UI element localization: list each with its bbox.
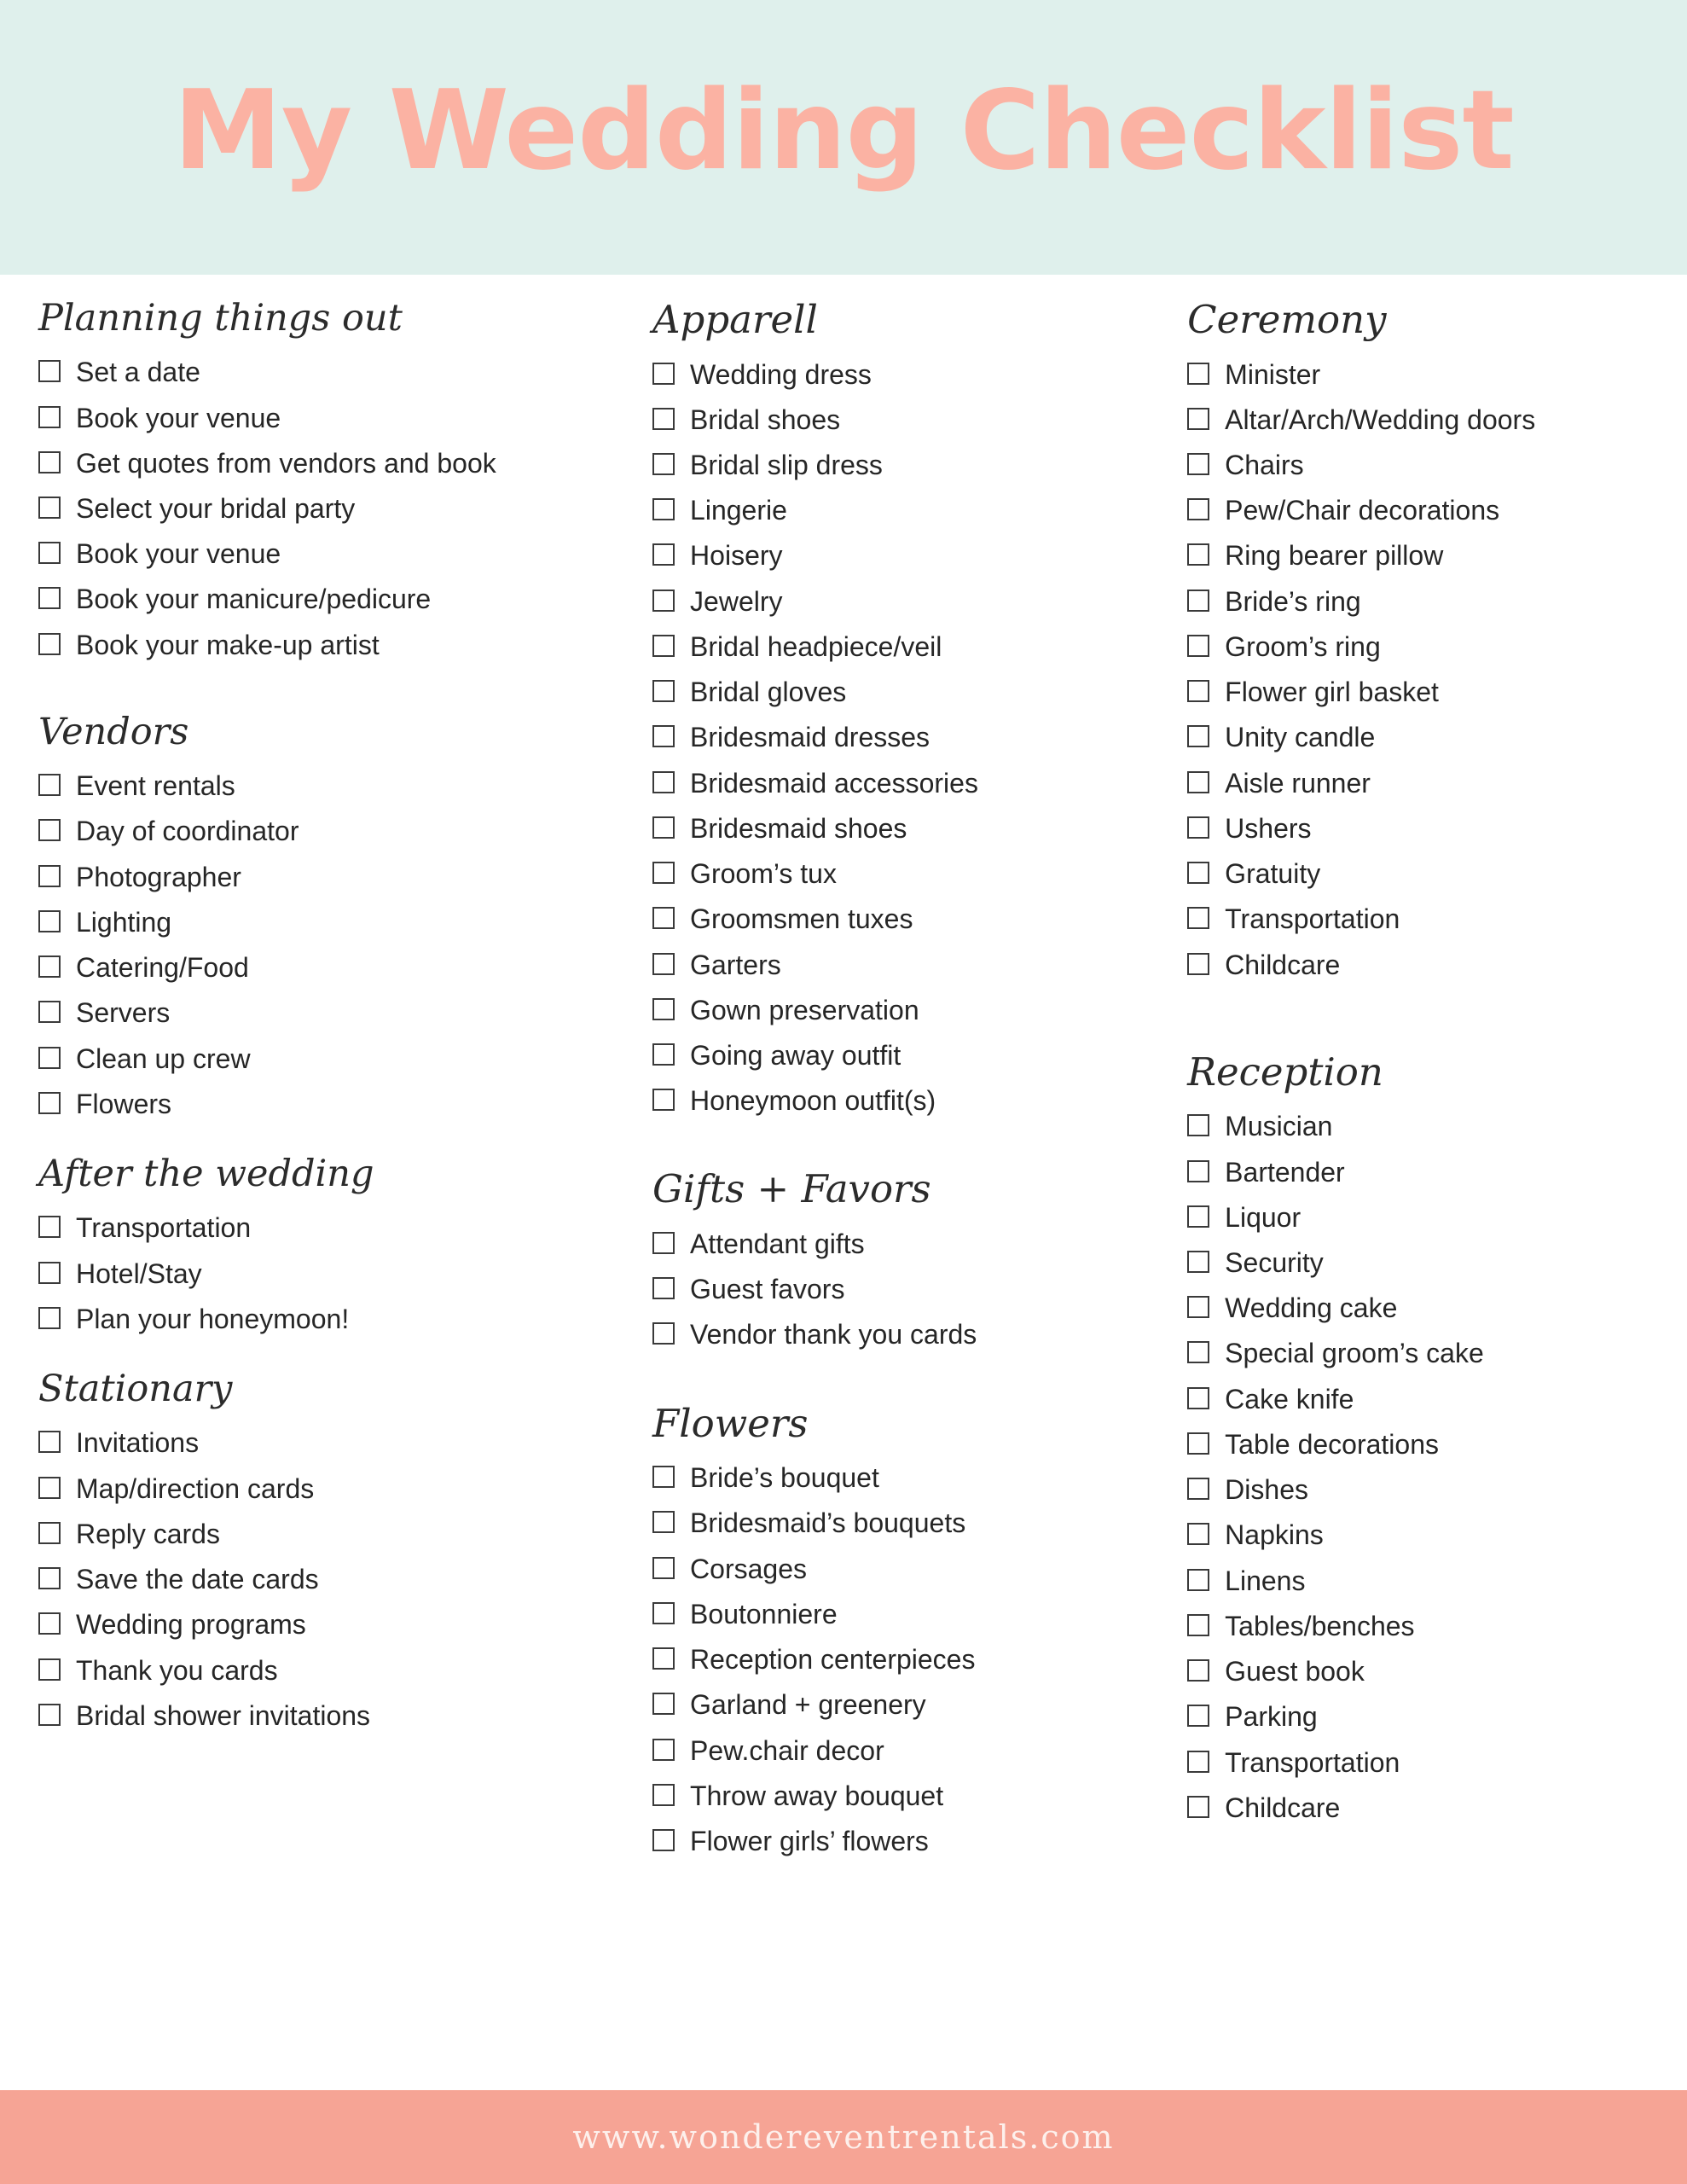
checkbox-icon[interactable]: [652, 725, 675, 747]
checkbox-icon[interactable]: [652, 1602, 675, 1624]
list-item[interactable]: [38, 1256, 610, 1292]
list-item[interactable]: [1187, 1245, 1653, 1281]
list-item[interactable]: [652, 674, 1145, 710]
list-item[interactable]: [652, 1687, 1145, 1722]
list-item[interactable]: [652, 1083, 1145, 1118]
checkbox-icon[interactable]: [38, 451, 61, 473]
spacer: [652, 1142, 1145, 1168]
list-item[interactable]: [1187, 1608, 1653, 1644]
list-item[interactable]: [38, 536, 610, 572]
checkbox-icon[interactable]: [1187, 953, 1209, 975]
section-title: Apparell: [652, 297, 818, 342]
section-apparell: [652, 299, 1145, 1118]
checkbox-icon[interactable]: [652, 1557, 675, 1579]
item-label: Unity candle: [1225, 722, 1376, 753]
list-item[interactable]: [1187, 901, 1653, 937]
item-label: Pew/Chair decorations: [1225, 495, 1500, 526]
item-label: Groom’s ring: [1225, 630, 1381, 662]
checkbox-icon[interactable]: [1187, 635, 1209, 657]
section-stationary: [38, 1369, 610, 1734]
item-label: Ring bearer pillow: [1225, 540, 1444, 572]
list-item[interactable]: [1187, 402, 1653, 438]
checklist-items: [38, 354, 610, 663]
checkbox-icon[interactable]: [1187, 1659, 1209, 1682]
list-item[interactable]: [652, 1733, 1145, 1769]
section-title: Flowers: [652, 1400, 809, 1446]
item-label: Event rentals: [76, 770, 235, 802]
checkbox-icon[interactable]: [652, 453, 675, 475]
item-label: Corsages: [690, 1553, 807, 1584]
list-item[interactable]: [652, 402, 1145, 438]
checkbox-icon[interactable]: [38, 360, 61, 382]
list-item[interactable]: [652, 1271, 1145, 1307]
checkbox-icon[interactable]: [1187, 862, 1209, 884]
checkbox-icon[interactable]: [38, 1092, 61, 1114]
checkbox-icon[interactable]: [1187, 1160, 1209, 1182]
checkbox-icon[interactable]: [38, 406, 61, 428]
item-label: Book your venue: [76, 538, 281, 570]
checkbox-icon[interactable]: [38, 1307, 61, 1329]
item-label: Ushers: [1225, 812, 1312, 844]
item-label: Musician: [1225, 1111, 1333, 1142]
checkbox-icon[interactable]: [38, 1431, 61, 1453]
list-item[interactable]: [652, 537, 1145, 573]
list-item[interactable]: [652, 992, 1145, 1028]
checkbox-icon[interactable]: [652, 1277, 675, 1299]
item-label: Napkins: [1225, 1519, 1324, 1551]
checkbox-icon[interactable]: [38, 910, 61, 932]
item-label: Pew.chair decor: [690, 1734, 884, 1766]
list-item[interactable]: [38, 1653, 610, 1688]
list-item[interactable]: [652, 629, 1145, 665]
list-item[interactable]: [652, 810, 1145, 846]
item-label: Gratuity: [1225, 858, 1321, 890]
checkbox-icon[interactable]: [652, 1647, 675, 1670]
list-item[interactable]: [652, 1505, 1145, 1541]
item-label: Honeymoon outfit(s): [690, 1085, 936, 1117]
item-label: Tables/benches: [1225, 1610, 1415, 1641]
list-item[interactable]: [38, 445, 610, 481]
item-label: Flowers: [76, 1088, 172, 1119]
item-label: Plan your honeymoon!: [76, 1303, 350, 1334]
item-label: Jewelry: [690, 585, 783, 617]
section-title: Vendors: [38, 710, 189, 753]
checkbox-icon[interactable]: [652, 816, 675, 839]
list-item[interactable]: [38, 904, 610, 940]
section-title: After the wedding: [38, 1153, 374, 1196]
checklist-items: [38, 1425, 610, 1734]
checkbox-icon[interactable]: [38, 819, 61, 841]
checklist-items: [38, 1210, 610, 1337]
checkbox-icon[interactable]: [1187, 1705, 1209, 1727]
section-title: Gifts + Favors: [652, 1166, 931, 1212]
list-item[interactable]: [1187, 1335, 1653, 1371]
list-item[interactable]: [1187, 1154, 1653, 1190]
checkbox-icon[interactable]: [652, 771, 675, 793]
list-item[interactable]: [652, 856, 1145, 892]
list-item[interactable]: [652, 1460, 1145, 1496]
list-item[interactable]: [1187, 1381, 1653, 1417]
item-label: Hoisery: [690, 540, 783, 572]
checkbox-icon[interactable]: [652, 1466, 675, 1488]
item-label: Bridal slip dress: [690, 449, 883, 480]
checkbox-icon[interactable]: [652, 1784, 675, 1806]
checkbox-icon[interactable]: [1187, 1523, 1209, 1545]
item-label: Table decorations: [1225, 1428, 1439, 1460]
checkbox-icon[interactable]: [652, 907, 675, 929]
checkbox-icon[interactable]: [38, 1658, 61, 1681]
list-item[interactable]: [652, 1641, 1145, 1677]
list-item[interactable]: [1187, 1790, 1653, 1826]
checkbox-icon[interactable]: [38, 1567, 61, 1589]
item-label: Childcare: [1225, 1792, 1341, 1823]
item-label: Garters: [690, 949, 781, 980]
list-item[interactable]: [38, 1516, 610, 1552]
checkbox-icon[interactable]: [38, 1612, 61, 1635]
checkbox-icon[interactable]: [652, 408, 675, 430]
item-label: Lingerie: [690, 495, 787, 526]
item-label: Vendor thank you cards: [690, 1319, 977, 1350]
item-label: Bridesmaid shoes: [690, 812, 907, 844]
list-item[interactable]: [652, 947, 1145, 983]
list-item[interactable]: [1187, 719, 1653, 755]
checkbox-icon[interactable]: [1187, 1751, 1209, 1773]
checkbox-icon[interactable]: [38, 1704, 61, 1726]
checkbox-icon[interactable]: [38, 865, 61, 887]
item-label: Liquor: [1225, 1201, 1301, 1233]
list-item[interactable]: [1187, 1699, 1653, 1734]
item-label: Clean up crew: [76, 1043, 251, 1074]
item-label: Flower girl basket: [1225, 677, 1439, 708]
page-title: My Wedding Checklist: [173, 67, 1514, 195]
item-label: Wedding dress: [690, 358, 872, 390]
checkbox-icon[interactable]: [38, 633, 61, 655]
checkbox-icon[interactable]: [1187, 1796, 1209, 1818]
list-item[interactable]: [1187, 447, 1653, 483]
item-label: Bridesmaid dresses: [690, 722, 930, 753]
list-item[interactable]: [1187, 856, 1653, 892]
spacer: [1187, 1007, 1653, 1051]
checkbox-icon[interactable]: [652, 1693, 675, 1715]
section-ceremony: [1187, 299, 1653, 983]
list-item[interactable]: [1187, 1745, 1653, 1780]
item-label: Bridal shower invitations: [76, 1699, 371, 1731]
column-left: [34, 299, 610, 2090]
item-label: Bridal shoes: [690, 404, 841, 435]
item-label: Book your make-up artist: [76, 629, 380, 660]
item-label: Reception centerpieces: [690, 1644, 976, 1676]
checkbox-icon[interactable]: [1187, 1432, 1209, 1455]
checkbox-icon[interactable]: [1187, 1205, 1209, 1228]
item-label: Transportation: [1225, 903, 1400, 935]
checkbox-icon[interactable]: [38, 542, 61, 564]
list-item[interactable]: [1187, 674, 1653, 710]
list-item[interactable]: [38, 813, 610, 849]
item-label: Chairs: [1225, 449, 1304, 480]
item-label: Linens: [1225, 1565, 1306, 1596]
list-item[interactable]: [1187, 1653, 1653, 1689]
list-item[interactable]: [652, 447, 1145, 483]
checkbox-icon[interactable]: [1187, 1569, 1209, 1591]
item-label: Groomsmen tuxes: [690, 903, 913, 935]
checkbox-icon[interactable]: [1187, 725, 1209, 747]
item-label: Security: [1225, 1246, 1324, 1278]
checkbox-icon[interactable]: [652, 1322, 675, 1345]
checkbox-icon[interactable]: [38, 1262, 61, 1284]
item-label: Select your bridal party: [76, 493, 356, 524]
checkbox-icon[interactable]: [1187, 1387, 1209, 1409]
list-item[interactable]: [1187, 947, 1653, 983]
list-item[interactable]: [652, 584, 1145, 619]
list-item[interactable]: [652, 492, 1145, 528]
checkbox-icon[interactable]: [652, 635, 675, 657]
checkbox-icon[interactable]: [652, 363, 675, 385]
spacer: [652, 1377, 1145, 1403]
list-item[interactable]: [38, 768, 610, 804]
item-label: Aisle runner: [1225, 767, 1371, 799]
item-label: Attendant gifts: [690, 1228, 865, 1259]
item-label: Map/direction cards: [76, 1472, 315, 1504]
item-label: Groom’s tux: [690, 858, 837, 890]
checkbox-icon[interactable]: [38, 587, 61, 609]
list-item[interactable]: [38, 354, 610, 390]
item-label: Going away outfit: [690, 1040, 901, 1072]
checkbox-icon[interactable]: [38, 1522, 61, 1544]
list-item[interactable]: [1187, 1426, 1653, 1462]
checkbox-icon[interactable]: [652, 1829, 675, 1851]
item-label: Bridal headpiece/veil: [690, 630, 942, 662]
section-title: Planning things out: [38, 297, 403, 340]
list-item[interactable]: [652, 1551, 1145, 1587]
checklist-items: [1187, 357, 1653, 983]
list-item[interactable]: [38, 1471, 610, 1507]
list-item[interactable]: [1187, 492, 1653, 528]
item-label: Guest book: [1225, 1656, 1365, 1687]
column-middle: [610, 299, 1145, 2090]
checkbox-icon[interactable]: [1187, 771, 1209, 793]
list-item[interactable]: [652, 1823, 1145, 1859]
checkbox-icon[interactable]: [652, 953, 675, 975]
checkbox-icon[interactable]: [652, 498, 675, 520]
section-gifts-favors: [652, 1168, 1145, 1352]
checkbox-icon[interactable]: [38, 1047, 61, 1069]
checkbox-icon[interactable]: [1187, 1251, 1209, 1273]
item-label: Dishes: [1225, 1474, 1308, 1506]
item-label: Servers: [76, 997, 171, 1029]
item-label: Bridesmaid’s bouquets: [690, 1507, 966, 1539]
list-item[interactable]: [1187, 1199, 1653, 1235]
checkbox-icon[interactable]: [1187, 363, 1209, 385]
checklist-items: [1187, 1108, 1653, 1826]
checkbox-icon[interactable]: [652, 1232, 675, 1254]
list-item[interactable]: [38, 1606, 610, 1642]
list-item[interactable]: [1187, 1517, 1653, 1553]
checklist-columns: [0, 275, 1687, 2090]
list-item[interactable]: [1187, 1472, 1653, 1507]
item-label: Invitations: [76, 1427, 200, 1459]
item-label: Bride’s bouquet: [690, 1462, 879, 1494]
checkbox-icon[interactable]: [1187, 590, 1209, 612]
list-item[interactable]: [38, 491, 610, 526]
list-item[interactable]: [652, 1596, 1145, 1632]
list-item[interactable]: [38, 950, 610, 985]
list-item[interactable]: [38, 995, 610, 1031]
section-title: Reception: [1187, 1048, 1383, 1095]
column-right: [1145, 299, 1653, 2090]
checkbox-icon[interactable]: [652, 1089, 675, 1111]
item-label: Transportation: [1225, 1746, 1400, 1778]
item-label: Flower girls’ flowers: [690, 1826, 929, 1857]
list-item[interactable]: [1187, 765, 1653, 801]
item-label: Book your manicure/pedicure: [76, 584, 432, 615]
list-item[interactable]: [1187, 1290, 1653, 1326]
checkbox-icon[interactable]: [1187, 680, 1209, 702]
checkbox-icon[interactable]: [38, 1216, 61, 1238]
spacer: [38, 687, 610, 712]
item-label: Garland + greenery: [690, 1689, 926, 1721]
checkbox-icon[interactable]: [1187, 1114, 1209, 1136]
list-item[interactable]: [1187, 584, 1653, 619]
list-item[interactable]: [38, 627, 610, 663]
list-item[interactable]: [1187, 629, 1653, 665]
item-label: Minister: [1225, 358, 1321, 390]
checkbox-icon[interactable]: [38, 1001, 61, 1023]
item-label: Reply cards: [76, 1518, 220, 1549]
page-footer: [0, 2090, 1687, 2184]
checkbox-icon[interactable]: [652, 998, 675, 1020]
list-item[interactable]: [652, 1778, 1145, 1814]
item-label: Special groom’s cake: [1225, 1338, 1484, 1369]
item-label: Cake knife: [1225, 1383, 1354, 1414]
item-label: Thank you cards: [76, 1654, 278, 1686]
checkbox-icon[interactable]: [652, 862, 675, 884]
checkbox-icon[interactable]: [1187, 816, 1209, 839]
item-label: Gown preservation: [690, 994, 919, 1025]
list-item[interactable]: [38, 1301, 610, 1337]
website-url[interactable]: www.wondereventrentals.com: [572, 2118, 1115, 2156]
list-item[interactable]: [652, 1037, 1145, 1073]
item-label: Bride’s ring: [1225, 585, 1361, 617]
list-item[interactable]: [38, 1210, 610, 1246]
checkbox-icon[interactable]: [652, 1739, 675, 1761]
checkbox-icon[interactable]: [1187, 907, 1209, 929]
item-label: Parking: [1225, 1701, 1318, 1733]
item-label: Childcare: [1225, 949, 1341, 980]
item-label: Book your venue: [76, 402, 281, 433]
list-item[interactable]: [652, 765, 1145, 801]
list-item[interactable]: [38, 581, 610, 617]
section-planning-things-out: [38, 299, 610, 663]
checkbox-icon[interactable]: [1187, 1614, 1209, 1636]
section-vendors: [38, 712, 610, 1122]
section-reception: [1187, 1048, 1653, 1826]
checkbox-icon[interactable]: [38, 956, 61, 978]
item-label: Catering/Food: [76, 952, 249, 984]
list-item[interactable]: [1187, 1563, 1653, 1599]
list-item[interactable]: [652, 901, 1145, 937]
section-title: Ceremony: [1187, 297, 1387, 342]
checklist-items: [38, 768, 610, 1122]
item-label: Wedding cake: [1225, 1292, 1398, 1324]
item-label: Photographer: [76, 861, 241, 892]
checkbox-icon[interactable]: [1187, 1478, 1209, 1500]
item-label: Altar/Arch/Wedding doors: [1225, 404, 1536, 435]
list-item[interactable]: [38, 1086, 610, 1122]
item-label: Throw away bouquet: [690, 1780, 944, 1811]
page-header: [0, 0, 1687, 275]
list-item[interactable]: [1187, 810, 1653, 846]
checklist-items: [652, 357, 1145, 1119]
checkbox-icon[interactable]: [1187, 453, 1209, 475]
item-label: Bridal gloves: [690, 677, 847, 708]
checkbox-icon[interactable]: [38, 774, 61, 796]
item-label: Hotel/Stay: [76, 1258, 202, 1289]
list-item[interactable]: [38, 1698, 610, 1734]
item-label: Get quotes from vendors and book: [76, 447, 496, 479]
item-label: Bridesmaid accessories: [690, 767, 978, 799]
list-item[interactable]: [38, 859, 610, 895]
checkbox-icon[interactable]: [652, 1511, 675, 1533]
checkbox-icon[interactable]: [1187, 498, 1209, 520]
section-after-the-wedding: [38, 1154, 610, 1337]
list-item[interactable]: [38, 1425, 610, 1461]
list-item[interactable]: [1187, 357, 1653, 392]
item-label: Transportation: [76, 1212, 252, 1244]
checkbox-icon[interactable]: [1187, 1296, 1209, 1318]
checkbox-icon[interactable]: [652, 680, 675, 702]
checkbox-icon[interactable]: [1187, 543, 1209, 566]
checkbox-icon[interactable]: [38, 1477, 61, 1499]
section-title: Stationary: [38, 1368, 233, 1411]
item-label: Bartender: [1225, 1156, 1345, 1188]
item-label: Boutonniere: [690, 1598, 838, 1629]
checklist-items: [652, 1460, 1145, 1859]
checkbox-icon[interactable]: [38, 497, 61, 519]
item-label: Wedding programs: [76, 1609, 306, 1641]
list-item[interactable]: [1187, 1108, 1653, 1144]
list-item[interactable]: [652, 719, 1145, 755]
list-item[interactable]: [652, 1226, 1145, 1262]
checklist-items: [652, 1226, 1145, 1353]
checkbox-icon[interactable]: [652, 590, 675, 612]
item-label: Lighting: [76, 906, 172, 938]
list-item[interactable]: [652, 1316, 1145, 1352]
item-label: Day of coordinator: [76, 816, 299, 847]
section-flowers: [652, 1400, 1145, 1860]
checkbox-icon[interactable]: [652, 543, 675, 566]
item-label: Set a date: [76, 357, 200, 388]
list-item[interactable]: [652, 357, 1145, 392]
list-item[interactable]: [38, 400, 610, 436]
checkbox-icon[interactable]: [652, 1043, 675, 1066]
item-label: Save the date cards: [76, 1564, 319, 1595]
item-label: Guest favors: [690, 1274, 845, 1305]
list-item[interactable]: [38, 1041, 610, 1077]
checkbox-icon[interactable]: [1187, 1341, 1209, 1363]
list-item[interactable]: [1187, 537, 1653, 573]
list-item[interactable]: [38, 1561, 610, 1597]
checkbox-icon[interactable]: [1187, 408, 1209, 430]
